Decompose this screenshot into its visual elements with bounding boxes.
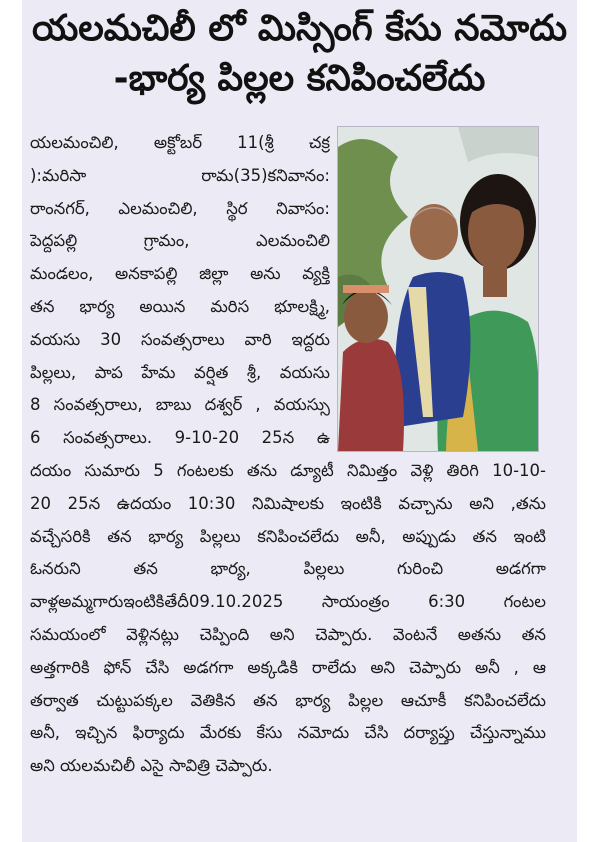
body-line: వచ్చేసరికి తన భార్య పిల్లలు కనిపించలేదు అనీ, అప్పుడు తన ఇంటి [30,526,546,546]
headline-line-2: -భార్య పిల్లల కనిపించలేదు [113,58,486,99]
body-line: అత్తగారికి ఫోన్ చేసి అడగగా అక్కడికి రాలేదు అని చెప్పారు అనీ , ఆ [30,657,546,677]
family-photo-icon [338,127,538,451]
body-line: 20 25న ఉదయం 10:30 నిమిషాలకు ఇంటికి వచ్చాను అని ,తను [30,493,546,513]
body-line: వయసు 30 సంవత్సరాలు వారి ఇద్దరు [30,329,330,349]
family-photo [337,126,539,452]
body-line: పిల్లలు, పాప హేమ వర్షిత శ్రీ, వయసు [30,362,330,382]
body-line: 8 సంవత్సరాలు, బాబు దశ్వర్ , వయస్సు [30,395,330,415]
body-line: రాంనగర్, ఎలమంచిలి, స్థిర నివాసం: [30,198,330,218]
body-line: ):మరిసా రామ(35)కనివానం: [30,165,330,185]
body-line: తర్వాత చుట్టుపక్కల వెతికిన తన భార్య పిల్లల ఆచూకీ కనిపించలేదు [30,690,546,710]
body-line: వాళ్లఅమ్మగారుఇంటికితేదీ09.10.2025 సాయంత్రం 6:30 గంటల [30,592,546,612]
body-line: అనీ, ఇచ్చిన ఫిర్యాదు మేరకు కేసు నమోదు చేసి దర్యాప్తు చేస్తున్నాము [30,723,546,743]
article-headline [22,4,577,104]
article-body-full [30,455,546,783]
body-line: 6 సంవత్సరాలు. 9-10-20 25న ఉ [30,428,330,448]
body-line: యలమంచిలి, అక్టోబర్ 11(శ్రీ చక్ర [30,133,330,152]
body-line: పెద్దపల్లి గ్రామం, ఎలమంచిలి [30,231,330,251]
article-body-column [30,127,330,455]
body-line: ఓనరుని తన భార్య, పిల్లలు గురించి అడగగా [30,559,546,579]
body-line: మండలం, అనకాపల్లి జిల్లా అను వ్యక్తి [30,264,330,284]
body-line: సమయంలో వెళ్లినట్లు చెప్పింది అని చెప్పారు. వెంటనే అతను తన [30,624,546,644]
body-line: తన భార్య అయిన మరిస భూలక్ష్మి, [30,296,330,316]
body-line: అని యలమచిలీ ఎసై సావిత్రి చెప్పారు. [30,756,273,776]
headline-line-1: యలమచిలీ లో మిస్సింగ్ కేసు నమోదు [31,8,568,49]
body-line: దయం సుమారు 5 గంటలకు తను డ్యూటీ నిమిత్తం వెళ్లి తిరిగి 10-10- [30,461,546,480]
